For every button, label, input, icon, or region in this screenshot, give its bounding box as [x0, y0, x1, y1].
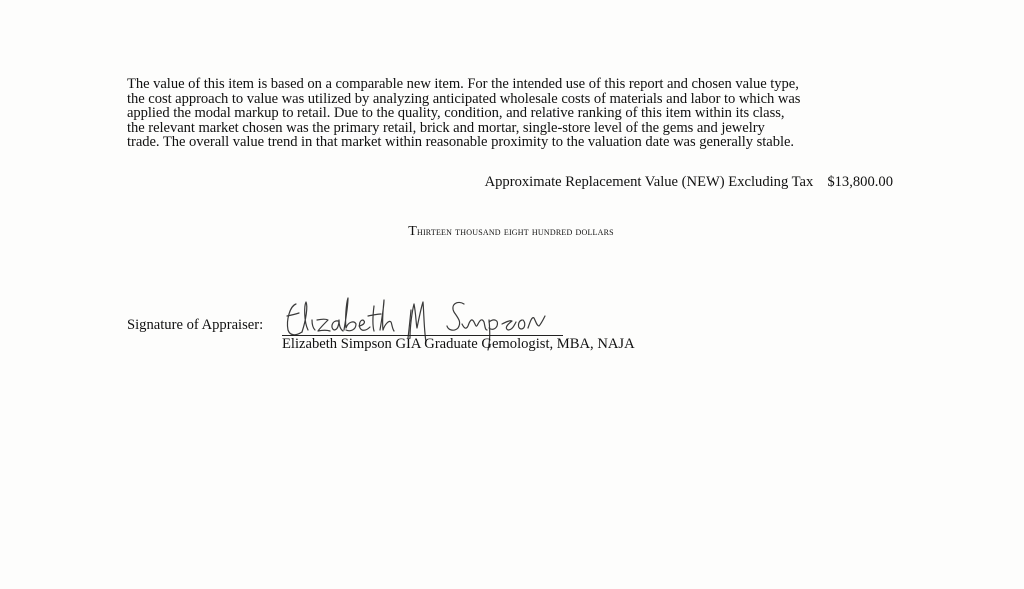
- amount-words-rest: hirteen thousand eight hundred dollars: [416, 226, 614, 238]
- paragraph-line: the relevant market chosen was the primary retail, brick and mortar, single-store level of the gems and jewelry: [127, 119, 765, 136]
- paragraph-line: The value of this item is based on a comparable new item. For the intended use of this report and chosen value type,: [127, 76, 799, 92]
- amount-in-words: [0, 224, 1024, 240]
- paragraph-line: applied the modal markup to retail. Due to the quality, condition, and relative ranking of this item within its class,: [127, 105, 785, 122]
- paragraph-line: trade. The overall value trend in that market within reasonable proximity to the valuation date was generally stable.: [127, 134, 794, 151]
- replacement-value-amount: $13,800.00: [827, 174, 893, 190]
- paragraph-line: the cost approach to value was utilized by analyzing anticipated wholesale costs of materials and labor to which was: [127, 90, 801, 107]
- replacement-value-row: [485, 174, 893, 191]
- appraiser-printed-name: Elizabeth Simpson GIA Graduate Gemologist, MBA, NAJA: [282, 336, 635, 352]
- valuation-paragraph: [127, 77, 902, 150]
- signature-label: Signature of Appraiser:: [127, 317, 264, 333]
- amount-words-initial: T: [408, 224, 417, 239]
- replacement-value-label: Approximate Replacement Value (NEW) Excluding Tax: [484, 174, 814, 190]
